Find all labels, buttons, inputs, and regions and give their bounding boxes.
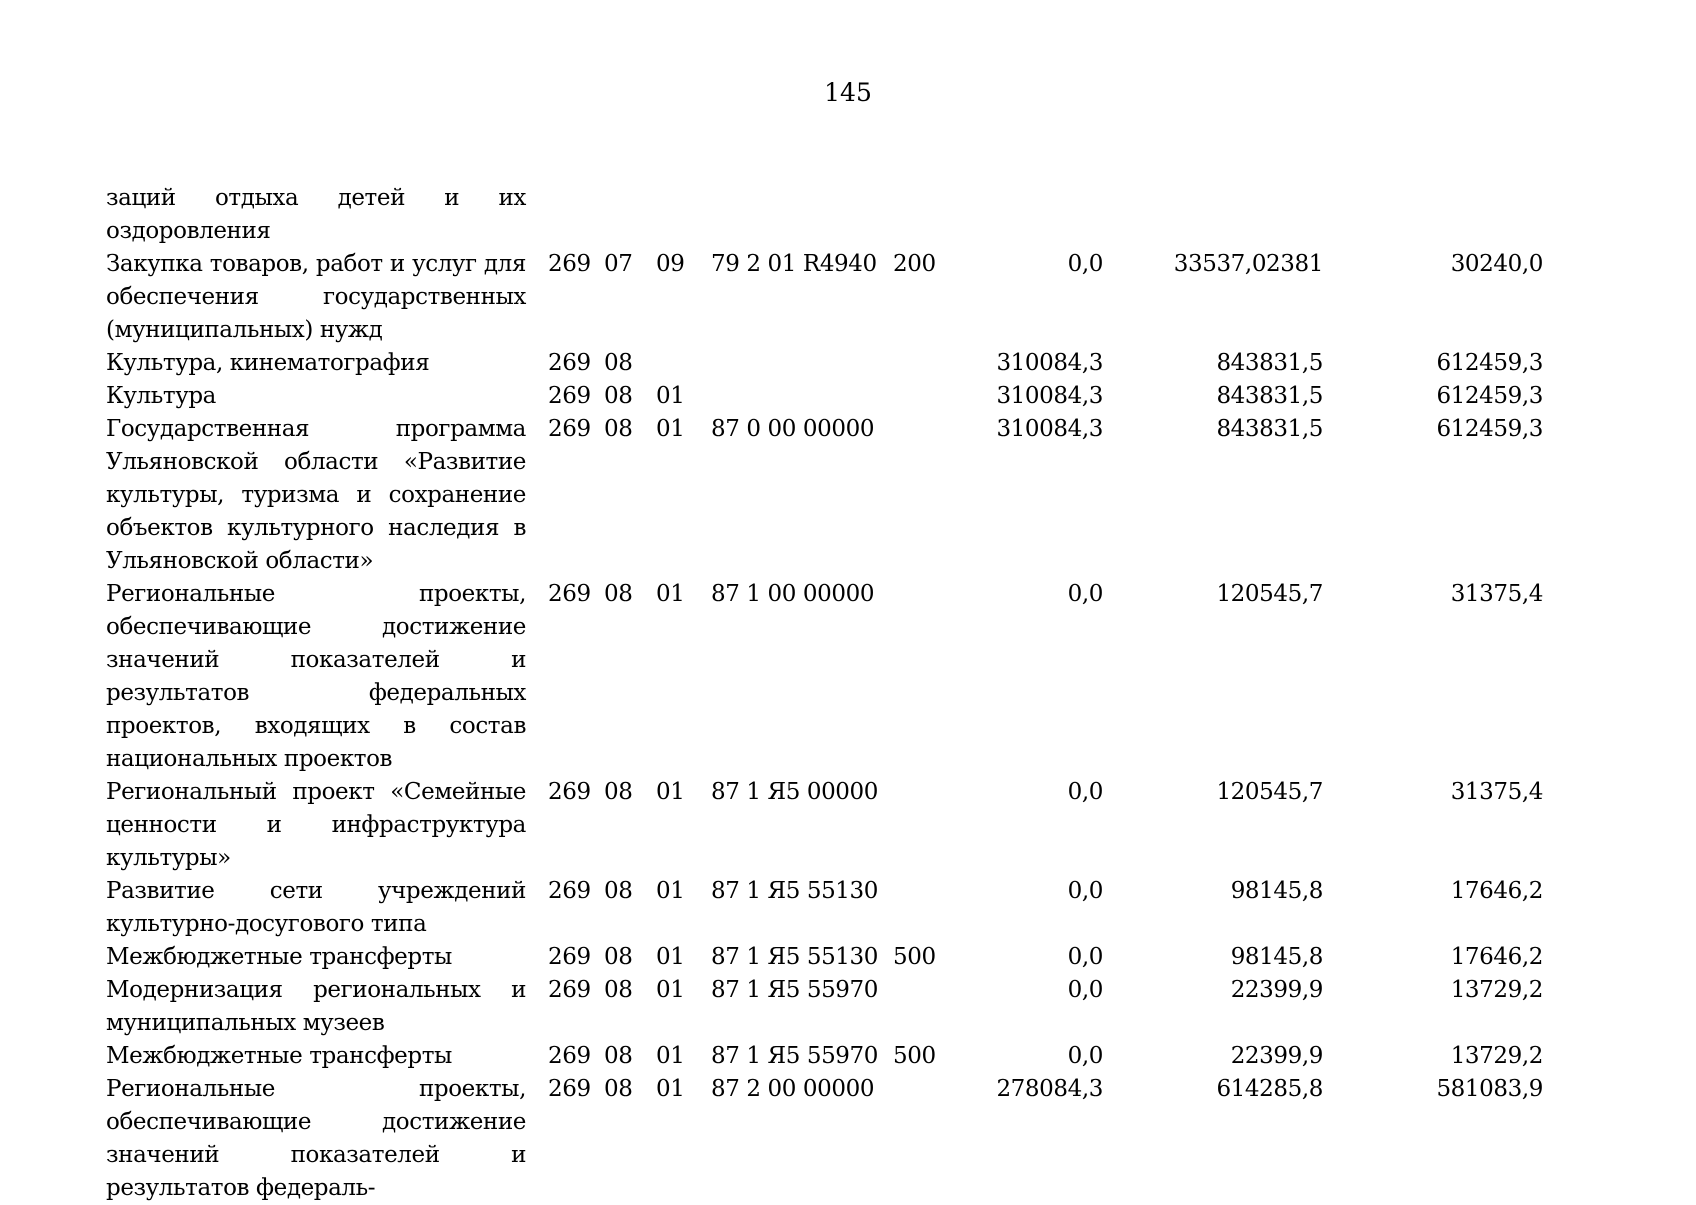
subsection-code: 09 [656,251,685,277]
amount-year-2: 843831,5 [1216,350,1323,376]
section-code: 08 [604,581,633,607]
row-name: заций отдыха детей и их оздоровления [106,185,526,244]
amount-year-2: 98145,8 [1230,878,1323,904]
amount-year-3: 13729,2 [1450,977,1543,1003]
amount-year-3: 612459,3 [1436,383,1543,409]
amount-year-1: 0,0 [1067,878,1103,904]
subsection-code: 01 [656,1043,685,1069]
expense-type [893,380,963,413]
target-article: 87 1 00 00000 [711,581,875,607]
amount-year-1: 278084,3 [996,1076,1103,1102]
subsection-code: 01 [656,878,685,904]
row-name: Межбюджетные трансферты [106,944,452,970]
ministry-code: 269 [548,350,591,376]
table-row [106,248,1563,347]
table-row [106,974,1563,1040]
ministry-code: 269 [548,944,591,970]
table-row [106,1073,1563,1205]
section-code: 08 [604,977,633,1003]
target-article [711,182,893,248]
section-code: 08 [604,878,633,904]
ministry-code [548,182,604,248]
ministry-code: 269 [548,383,591,409]
row-name: Культура, кинематография [106,350,430,376]
amount-year-3: 581083,9 [1436,1076,1543,1102]
target-article: 87 1 Я5 00000 [711,779,879,805]
expense-type [893,347,963,380]
table-row [106,182,1563,248]
target-article: 87 1 Я5 55970 [711,977,879,1003]
budget-table-body [106,182,1563,1205]
amount-year-1: 310084,3 [996,383,1103,409]
section-code: 08 [604,416,633,442]
amount-year-1: 0,0 [1067,251,1103,277]
subsection-code: 01 [656,416,685,442]
table-row [106,380,1563,413]
amount-year-2: 843831,5 [1216,416,1323,442]
ministry-code: 269 [548,977,591,1003]
row-name: Модернизация региональных и муниципальных музеев [106,977,526,1036]
table-row [106,578,1563,776]
amount-year-3 [1343,182,1563,248]
subsection-code: 01 [656,977,685,1003]
expense-type [893,1073,963,1205]
target-article [711,347,893,380]
ministry-code: 269 [548,878,591,904]
subsection-code: 01 [656,383,685,409]
table-row [106,347,1563,380]
subsection-code: 01 [656,1076,685,1102]
amount-year-1: 310084,3 [996,416,1103,442]
subsection-code [656,182,711,248]
section-code: 07 [604,251,633,277]
row-name: Межбюджетные трансферты [106,1043,452,1069]
amount-year-2 [1123,182,1343,248]
page-number: 145 [824,78,872,107]
table-row [106,875,1563,941]
row-name: Культура [106,383,216,409]
ministry-code: 269 [548,1043,591,1069]
expense-type [893,875,963,941]
ministry-code: 269 [548,779,591,805]
amount-year-2: 843831,5 [1216,383,1323,409]
amount-year-1 [963,182,1123,248]
section-code: 08 [604,383,633,409]
expense-type: 500 [893,944,936,970]
amount-year-3: 612459,3 [1436,416,1543,442]
target-article: 87 0 00 00000 [711,416,875,442]
amount-year-1: 0,0 [1067,944,1103,970]
target-article: 79 2 01 R4940 [711,251,877,277]
amount-year-2: 22399,9 [1230,1043,1323,1069]
amount-year-2: 98145,8 [1230,944,1323,970]
section-code: 08 [604,1076,633,1102]
amount-year-2: 120545,7 [1216,779,1323,805]
amount-year-2: 22399,9 [1230,977,1323,1003]
table-row [106,413,1563,578]
amount-year-1: 0,0 [1067,1043,1103,1069]
amount-year-1: 0,0 [1067,581,1103,607]
target-article: 87 1 Я5 55970 [711,1043,879,1069]
target-article: 87 2 00 00000 [711,1076,875,1102]
section-code: 08 [604,944,633,970]
target-article [711,380,893,413]
expense-type [893,578,963,776]
table-row [106,776,1563,875]
amount-year-2: 614285,8 [1216,1076,1323,1102]
row-name: Закупка товаров, работ и услуг для обеспечения государственных (муниципальных) нужд [106,251,526,343]
row-name: Региональные проекты, обеспечивающие достижение значений показателей и результатов федеральных проектов, входящих в состав национальных проектов [106,581,526,772]
budget-table [106,182,1563,1205]
table-row [106,1040,1563,1073]
section-code: 08 [604,779,633,805]
amount-year-1: 310084,3 [996,350,1103,376]
ministry-code: 269 [548,251,591,277]
amount-year-3: 612459,3 [1436,350,1543,376]
target-article: 87 1 Я5 55130 [711,878,879,904]
row-name: Региональные проекты, обеспечивающие достижение значений показателей и результатов федераль- [106,1076,526,1201]
amount-year-3: 17646,2 [1450,944,1543,970]
amount-year-3: 30240,0 [1450,251,1543,277]
row-name: Государственная программа Ульяновской области «Развитие культуры, туризма и сохранение объектов культурного наследия в Ульяновской области» [106,416,526,574]
subsection-code [656,347,711,380]
section-code: 08 [604,350,633,376]
subsection-code: 01 [656,779,685,805]
subsection-code: 01 [656,581,685,607]
expense-type [893,413,963,578]
expense-type [893,776,963,875]
amount-year-2: 120545,7 [1216,581,1323,607]
amount-year-2: 33537,02381 [1173,251,1323,277]
section-code: 08 [604,1043,633,1069]
expense-type [893,182,963,248]
expense-type: 500 [893,1043,936,1069]
subsection-code: 01 [656,944,685,970]
table-row [106,941,1563,974]
row-name: Развитие сети учреждений культурно-досугового типа [106,878,526,937]
ministry-code: 269 [548,416,591,442]
amount-year-1: 0,0 [1067,779,1103,805]
expense-type: 200 [893,251,936,277]
amount-year-3: 31375,4 [1450,779,1543,805]
target-article: 87 1 Я5 55130 [711,944,879,970]
amount-year-3: 17646,2 [1450,878,1543,904]
section-code [604,182,656,248]
ministry-code: 269 [548,1076,591,1102]
expense-type [893,974,963,1040]
row-name: Региональный проект «Семейные ценности и инфраструктура культуры» [106,779,526,871]
amount-year-3: 31375,4 [1450,581,1543,607]
amount-year-3: 13729,2 [1450,1043,1543,1069]
amount-year-1: 0,0 [1067,977,1103,1003]
ministry-code: 269 [548,581,591,607]
